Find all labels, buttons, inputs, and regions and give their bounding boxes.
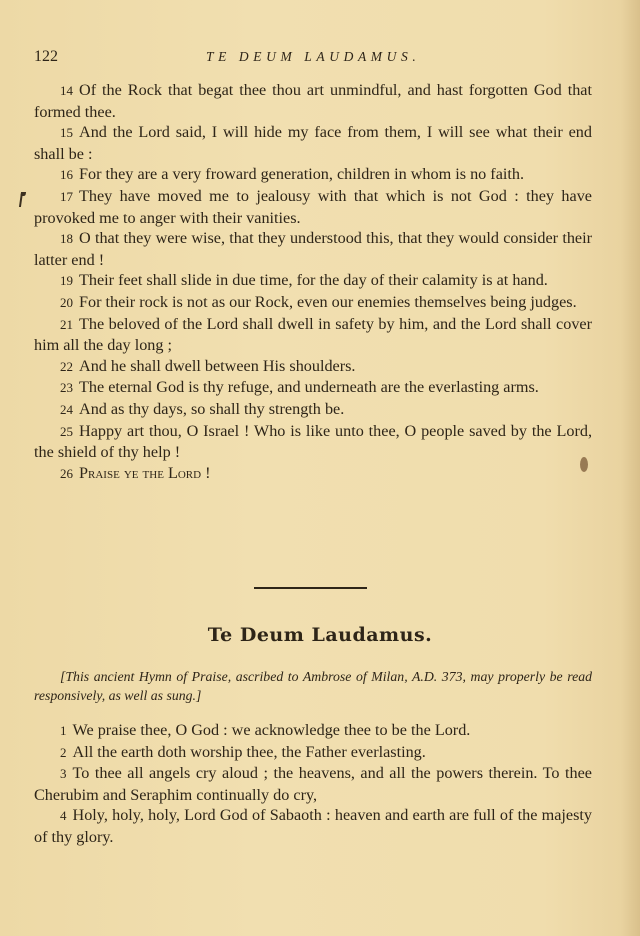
verse-text: Happy art thou, O Israel ! Who is like unto thee, O people saved by the Lord, the shield of thy help !: [34, 421, 592, 462]
verse-number: 20: [60, 294, 73, 310]
verse: [34, 186, 592, 228]
verse-number: 18: [60, 231, 73, 247]
verse-number: 23: [60, 380, 73, 396]
verse-text: And as thy days, so shall thy strength be.: [79, 399, 345, 418]
verse-number: 17: [60, 188, 73, 204]
verse: [34, 399, 592, 421]
verse-number: 16: [60, 167, 73, 183]
verse: [34, 377, 592, 399]
verse-number: 21: [60, 316, 73, 332]
verse-number: 14: [60, 83, 73, 98]
verse-number: 22: [60, 358, 73, 374]
verse-text: For they are a very froward generation, children in whom is no faith.: [79, 165, 525, 184]
verse: [34, 270, 592, 292]
verse-text: Holy, holy, holy, Lord God of Sabaoth : heaven and earth are full of the majesty of thy glory.: [34, 806, 592, 846]
verse-number: 24: [60, 401, 73, 417]
verse: [34, 463, 592, 485]
psalm-verses: [34, 80, 592, 484]
verse-text: They have moved me to jealousy with that which is not God : they have provoked me to anger with their vanities.: [34, 186, 592, 227]
verse-number: 4: [60, 808, 67, 824]
verse-text: Praise ye the Lord !: [79, 463, 211, 482]
verse: [34, 122, 592, 164]
verse-number: 19: [60, 273, 73, 289]
verse-text: And he shall dwell between His shoulders.: [79, 356, 356, 375]
verse: [34, 80, 592, 122]
verse: [34, 314, 592, 356]
verse-text: O that they were wise, that they understood this, that they would consider their latter end !: [34, 229, 592, 269]
running-title: TE DEUM LAUDAMUS.: [206, 49, 421, 64]
verse: [34, 356, 592, 378]
hymn-title: Te Deum Laudamus.: [207, 624, 433, 646]
verse-text: We praise thee, O God : we acknowledge thee to be the Lord.: [72, 721, 471, 739]
section-divider: [254, 587, 367, 589]
verse-number: 15: [60, 125, 73, 141]
page-header: [34, 48, 592, 70]
verse-text: Of the Rock that begat thee thou art unmindful, and hast forgotten God that formed thee.: [34, 81, 592, 121]
verse: [34, 805, 592, 847]
verse: [34, 292, 592, 314]
verse-number: 25: [60, 423, 73, 439]
hymn-verses: [34, 720, 592, 848]
verse-number: 3: [60, 766, 67, 782]
verse: [34, 421, 592, 463]
verse: [34, 228, 592, 270]
margin-mark-icon: [19, 192, 23, 207]
verse-number: 1: [60, 723, 67, 738]
verse-text: To thee all angels cry aloud ; the heavens, and all the powers therein. To thee Cherubim and Seraphim continually do cry,: [34, 764, 592, 804]
verse: [34, 720, 592, 742]
verse-number: 26: [60, 465, 73, 481]
verse: [34, 763, 592, 805]
verse-text: For their rock is not as our Rock, even our enemies themselves being judges.: [79, 292, 577, 311]
verse-text: And the Lord said, I will hide my face from them, I will see what their end shall be :: [34, 123, 592, 163]
verse: [34, 742, 592, 764]
verse-number: 2: [60, 744, 67, 760]
verse-text: Their feet shall slide in due time, for the day of their calamity is at hand.: [79, 271, 548, 290]
verse: [34, 164, 592, 186]
hymn-note: [This ancient Hymn of Praise, ascribed to Ambrose of Milan, A.D. 373, may properly be read responsively, as well as sung.]: [34, 669, 592, 703]
page-number: 122: [34, 48, 58, 65]
verse-text: All the earth doth worship thee, the Father everlasting.: [72, 742, 426, 761]
verse-text: The eternal God is thy refuge, and underneath are the everlasting arms.: [79, 378, 539, 397]
verse-text: The beloved of the Lord shall dwell in safety by him, and the Lord shall cover him all the day long ;: [34, 314, 592, 355]
